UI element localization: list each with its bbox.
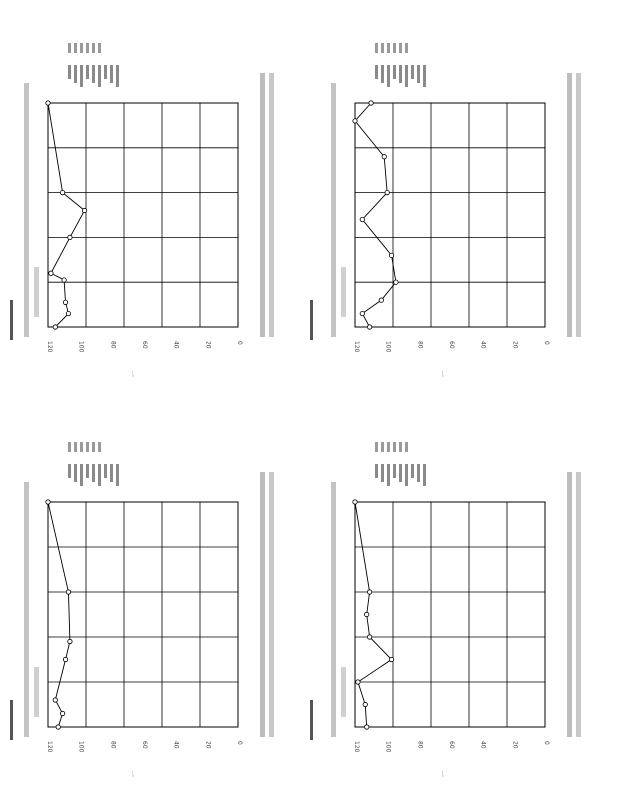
y-tick-label: 20	[204, 741, 212, 749]
legend-text-line	[74, 65, 77, 83]
data-point	[63, 300, 67, 304]
y-tick-label: 80	[109, 341, 117, 349]
legend-text-line	[68, 442, 71, 452]
data-point	[367, 635, 371, 639]
y-tick-label: 40	[172, 341, 180, 349]
legend-text-line	[381, 464, 384, 482]
data-point	[367, 590, 371, 594]
series-line	[355, 502, 392, 727]
side-mark	[10, 700, 13, 740]
title-line	[331, 83, 336, 337]
subtitle-line	[341, 667, 346, 717]
legend-text-line	[399, 65, 402, 83]
legend-text-line	[375, 442, 378, 452]
plot-frame	[48, 103, 238, 327]
legend-text-line	[68, 43, 71, 53]
legend-text-line	[375, 464, 378, 478]
legend-text-line	[381, 442, 384, 452]
y-tick-label: 60	[141, 341, 148, 349]
legend-text-line	[104, 65, 107, 79]
caption-line	[567, 73, 572, 337]
legend-text-line	[86, 65, 89, 79]
data-point	[389, 657, 393, 661]
legend-text-line	[399, 43, 402, 53]
legend-text-line	[417, 65, 420, 83]
y-tick-label: 100	[77, 341, 85, 353]
subtitle-line	[341, 267, 346, 317]
y-tick-label: 120	[353, 341, 360, 353]
legend-text-line	[80, 464, 83, 486]
plot-frame	[355, 103, 545, 327]
legend-text-line	[423, 464, 426, 486]
legend-text-line	[92, 464, 95, 482]
data-point	[62, 278, 66, 282]
legend-text-line	[116, 464, 119, 486]
data-point	[356, 680, 360, 684]
side-mark	[310, 700, 313, 740]
side-mark	[10, 300, 13, 340]
legend-text-line	[393, 464, 396, 478]
legend-text-line	[387, 464, 390, 486]
data-point	[66, 311, 70, 315]
y-tick-label: 40	[172, 741, 180, 749]
legend-text-line	[375, 65, 378, 79]
legend-text-line	[80, 65, 83, 87]
y-tick-label: 0	[543, 341, 550, 345]
plot-frame	[355, 502, 545, 727]
page-marker: 一	[128, 770, 136, 777]
data-point	[46, 500, 50, 504]
legend-text-line	[411, 464, 414, 478]
subtitle-line	[34, 667, 39, 717]
y-tick-label: 80	[416, 741, 424, 749]
y-tick-label: 40	[479, 741, 487, 749]
legend-text-line	[110, 65, 113, 83]
legend-text-line	[80, 442, 83, 452]
legend-text-line	[104, 464, 107, 478]
chart-bottom-left	[331, 442, 581, 753]
y-tick-label: 60	[141, 741, 148, 749]
data-point	[360, 311, 364, 315]
y-tick-label: 100	[384, 341, 392, 353]
data-point	[60, 711, 64, 715]
legend-text-line	[399, 464, 402, 482]
data-point	[379, 298, 383, 302]
y-tick-label: 20	[511, 741, 519, 749]
series-line	[48, 103, 85, 327]
data-point	[353, 119, 357, 123]
legend-text-line	[399, 442, 402, 452]
caption-line	[567, 472, 572, 737]
legend-text-line	[116, 65, 119, 87]
y-tick-label: 20	[511, 341, 519, 349]
page-marker: 一	[438, 770, 446, 777]
legend-text-line	[393, 43, 396, 53]
data-point	[46, 101, 50, 105]
legend-text-line	[405, 442, 408, 452]
legend-text-line	[74, 43, 77, 53]
caption-line	[260, 472, 265, 737]
title-line	[331, 482, 336, 737]
legend-text-line	[92, 43, 95, 53]
data-point	[353, 500, 357, 504]
legend-text-line	[381, 65, 384, 83]
data-point	[49, 271, 53, 275]
caption-line	[576, 472, 581, 737]
data-point	[360, 217, 364, 221]
data-point	[382, 155, 386, 159]
y-tick-label: 0	[236, 741, 243, 745]
legend-text-line	[423, 65, 426, 87]
data-point	[53, 325, 57, 329]
title-line	[24, 482, 29, 737]
y-tick-label: 100	[77, 741, 85, 753]
y-tick-label: 120	[353, 741, 360, 753]
y-tick-label: 60	[448, 741, 455, 749]
data-point	[385, 190, 389, 194]
data-point	[394, 280, 398, 284]
legend-text-line	[86, 442, 89, 452]
legend-text-line	[375, 43, 378, 53]
legend-text-line	[381, 43, 384, 53]
chart-bottom-right	[331, 43, 581, 353]
legend-text-line	[68, 464, 71, 478]
data-point	[389, 253, 393, 257]
legend-text-line	[98, 442, 101, 452]
y-tick-label: 80	[416, 341, 424, 349]
y-tick-label: 40	[479, 341, 487, 349]
page-marker: 一	[438, 370, 446, 377]
data-point	[369, 101, 373, 105]
legend-text-line	[86, 43, 89, 53]
plot-frame	[48, 502, 238, 727]
title-line	[24, 83, 29, 337]
legend-text-line	[86, 464, 89, 478]
legend-text-line	[92, 65, 95, 83]
legend-text-line	[417, 464, 420, 482]
legend-text-line	[98, 65, 101, 87]
data-point	[364, 725, 368, 729]
legend-text-line	[74, 442, 77, 452]
legend-text-line	[98, 464, 101, 486]
caption-line	[576, 73, 581, 337]
data-point	[56, 725, 60, 729]
data-point	[68, 639, 72, 643]
legend-text-line	[411, 65, 414, 79]
y-tick-label: 120	[46, 741, 53, 753]
series-line	[355, 103, 396, 327]
data-point	[82, 208, 86, 212]
legend-text-line	[74, 464, 77, 482]
data-point	[363, 702, 367, 706]
data-point	[367, 325, 371, 329]
caption-line	[269, 73, 274, 337]
legend-text-line	[387, 65, 390, 87]
y-tick-label: 0	[236, 341, 243, 345]
y-tick-label: 60	[448, 341, 455, 349]
legend-text-line	[80, 43, 83, 53]
data-point	[364, 612, 368, 616]
data-point	[53, 698, 57, 702]
subtitle-line	[34, 267, 39, 317]
y-tick-label: 80	[109, 741, 117, 749]
caption-line	[269, 472, 274, 737]
legend-text-line	[405, 65, 408, 87]
legend-text-line	[68, 65, 71, 79]
legend-text-line	[405, 464, 408, 486]
data-point	[63, 657, 67, 661]
y-tick-label: 0	[543, 741, 550, 745]
chart-top-right	[24, 43, 274, 353]
series-line	[48, 502, 70, 727]
side-mark	[310, 300, 313, 340]
data-point	[60, 190, 64, 194]
y-tick-label: 120	[46, 341, 53, 353]
y-tick-label: 20	[204, 341, 212, 349]
legend-text-line	[387, 442, 390, 452]
data-point	[68, 235, 72, 239]
chart-top-left	[24, 442, 274, 753]
legend-text-line	[387, 43, 390, 53]
legend-text-line	[110, 464, 113, 482]
caption-line	[260, 73, 265, 337]
legend-text-line	[393, 442, 396, 452]
y-tick-label: 100	[384, 741, 392, 753]
legend-text-line	[98, 43, 101, 53]
legend-text-line	[92, 442, 95, 452]
data-point	[66, 590, 70, 594]
page-marker: 一	[128, 370, 136, 377]
legend-text-line	[405, 43, 408, 53]
legend-text-line	[393, 65, 396, 79]
